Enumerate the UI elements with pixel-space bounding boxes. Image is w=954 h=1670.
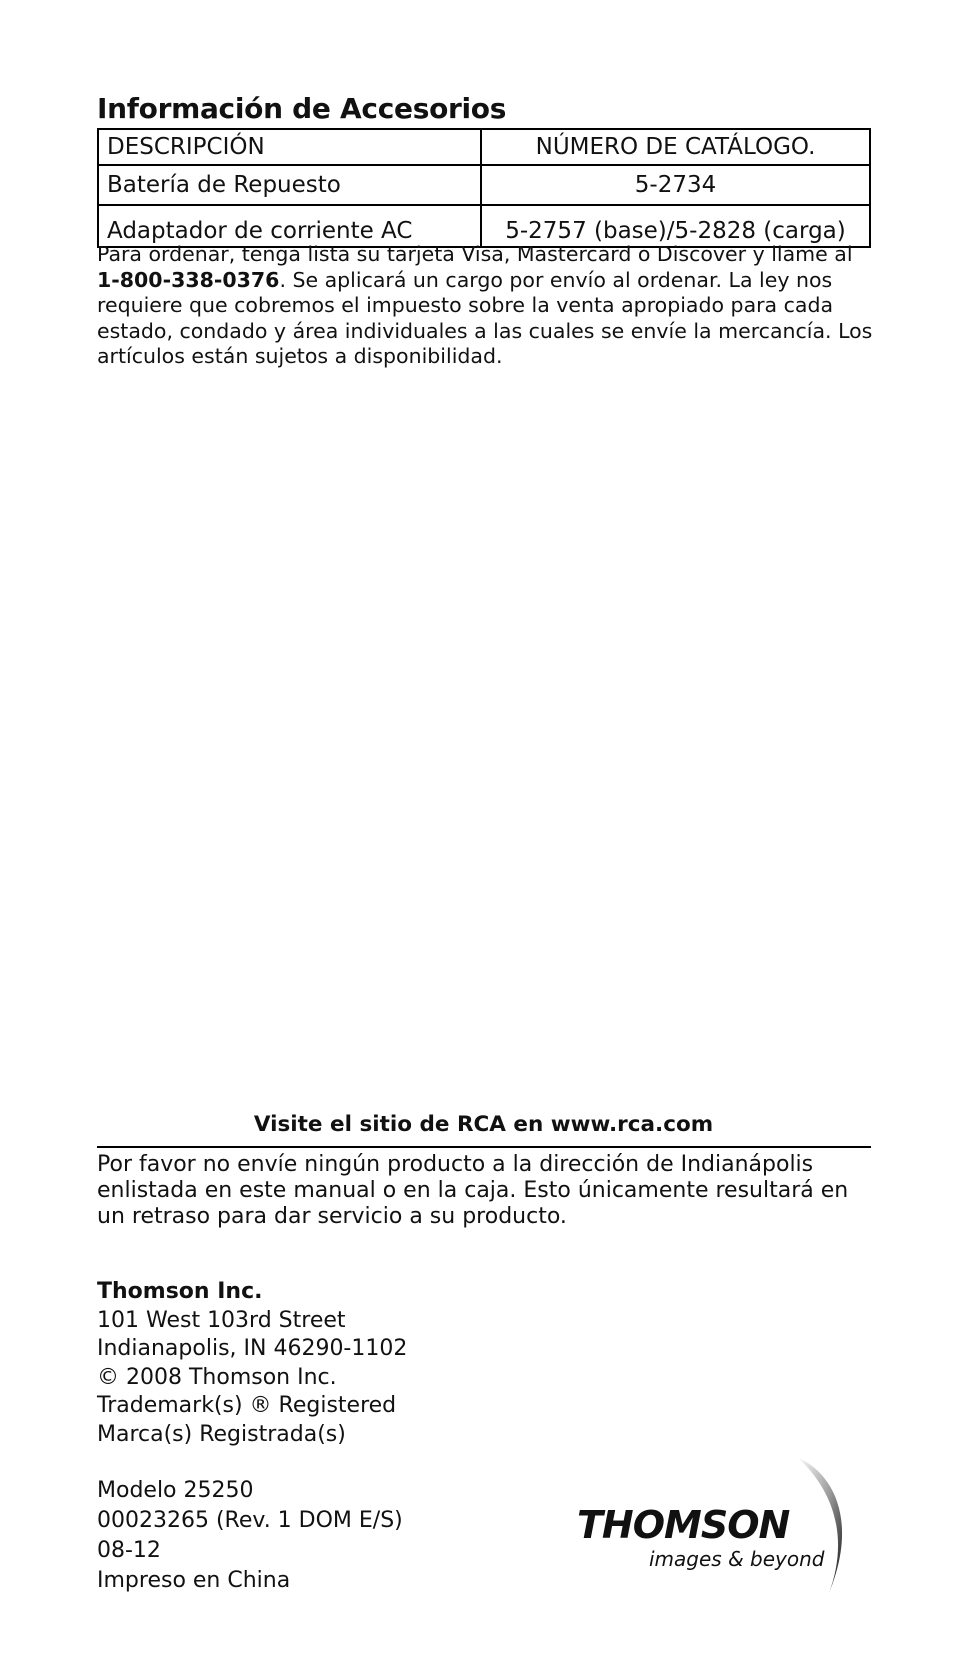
document-page [97,0,873,1670]
order-paragraph [97,242,877,370]
order-text-before: Para ordenar, tenga lista su tarjeta Visa, Mastercard o Discover y llame al [97,242,853,266]
part-number: 00023265 (Rev. 1 DOM E/S) [97,1508,403,1533]
model-info [97,1476,403,1596]
print-date: 08-12 [97,1538,161,1563]
visit-website-line: Visite el sitio de RCA en www.rca.com [253,1112,714,1137]
table-row [98,165,870,205]
header-catalog-number: NÚMERO DE CATÁLOGO. [481,129,870,165]
address-city: Indianapolis, IN 46290-1102 [97,1336,408,1361]
thomson-logo [577,1455,877,1595]
shipping-notice: Por favor no envíe ningún producto a la dirección de Indianápolis enlistada en este manual o en la caja. Esto únicamente resultará en un retraso para dar servicio a su producto. [97,1152,849,1229]
table-row [98,205,870,247]
header-description: DESCRIPCIÓN [98,129,481,165]
page-title: Información de Accesorios [97,92,507,125]
company-address [97,1278,407,1449]
row-catalog-number: 5-2757 (base)/5-2828 (carga) [481,205,870,247]
marca-line: Marca(s) Registrada(s) [97,1421,346,1447]
print-origin: Impreso en China [97,1568,291,1593]
accessories-table [97,128,871,248]
company-name: Thomson Inc. [97,1279,263,1304]
row-description: Batería de Repuesto [98,165,481,205]
row-description: Adaptador de corriente AC [98,205,481,247]
order-text-after: . Se aplicará un cargo por envío al ordenar. La ley nos requiere que cobremos el impuesto sobre la venta apropiado para cada estado, condado y área individuales a las cuales se envíe la mercancía. Los artículos están sujetos a disponibilidad. [97,267,873,368]
copyright-line: © 2008 Thomson Inc. [97,1364,337,1390]
order-phone-number: 1-800-338-0376 [97,267,280,292]
model-number: Modelo 25250 [97,1478,254,1503]
divider [97,1146,871,1148]
row-catalog-number: 5-2734 [481,165,870,205]
logo-wordmark: THOMSON [577,1503,790,1547]
address-street: 101 West 103rd Street [97,1307,346,1333]
logo-tagline: images & beyond [649,1547,825,1571]
table-header-row [98,129,870,165]
trademark-line: Trademark(s) ® Registered [97,1393,397,1418]
